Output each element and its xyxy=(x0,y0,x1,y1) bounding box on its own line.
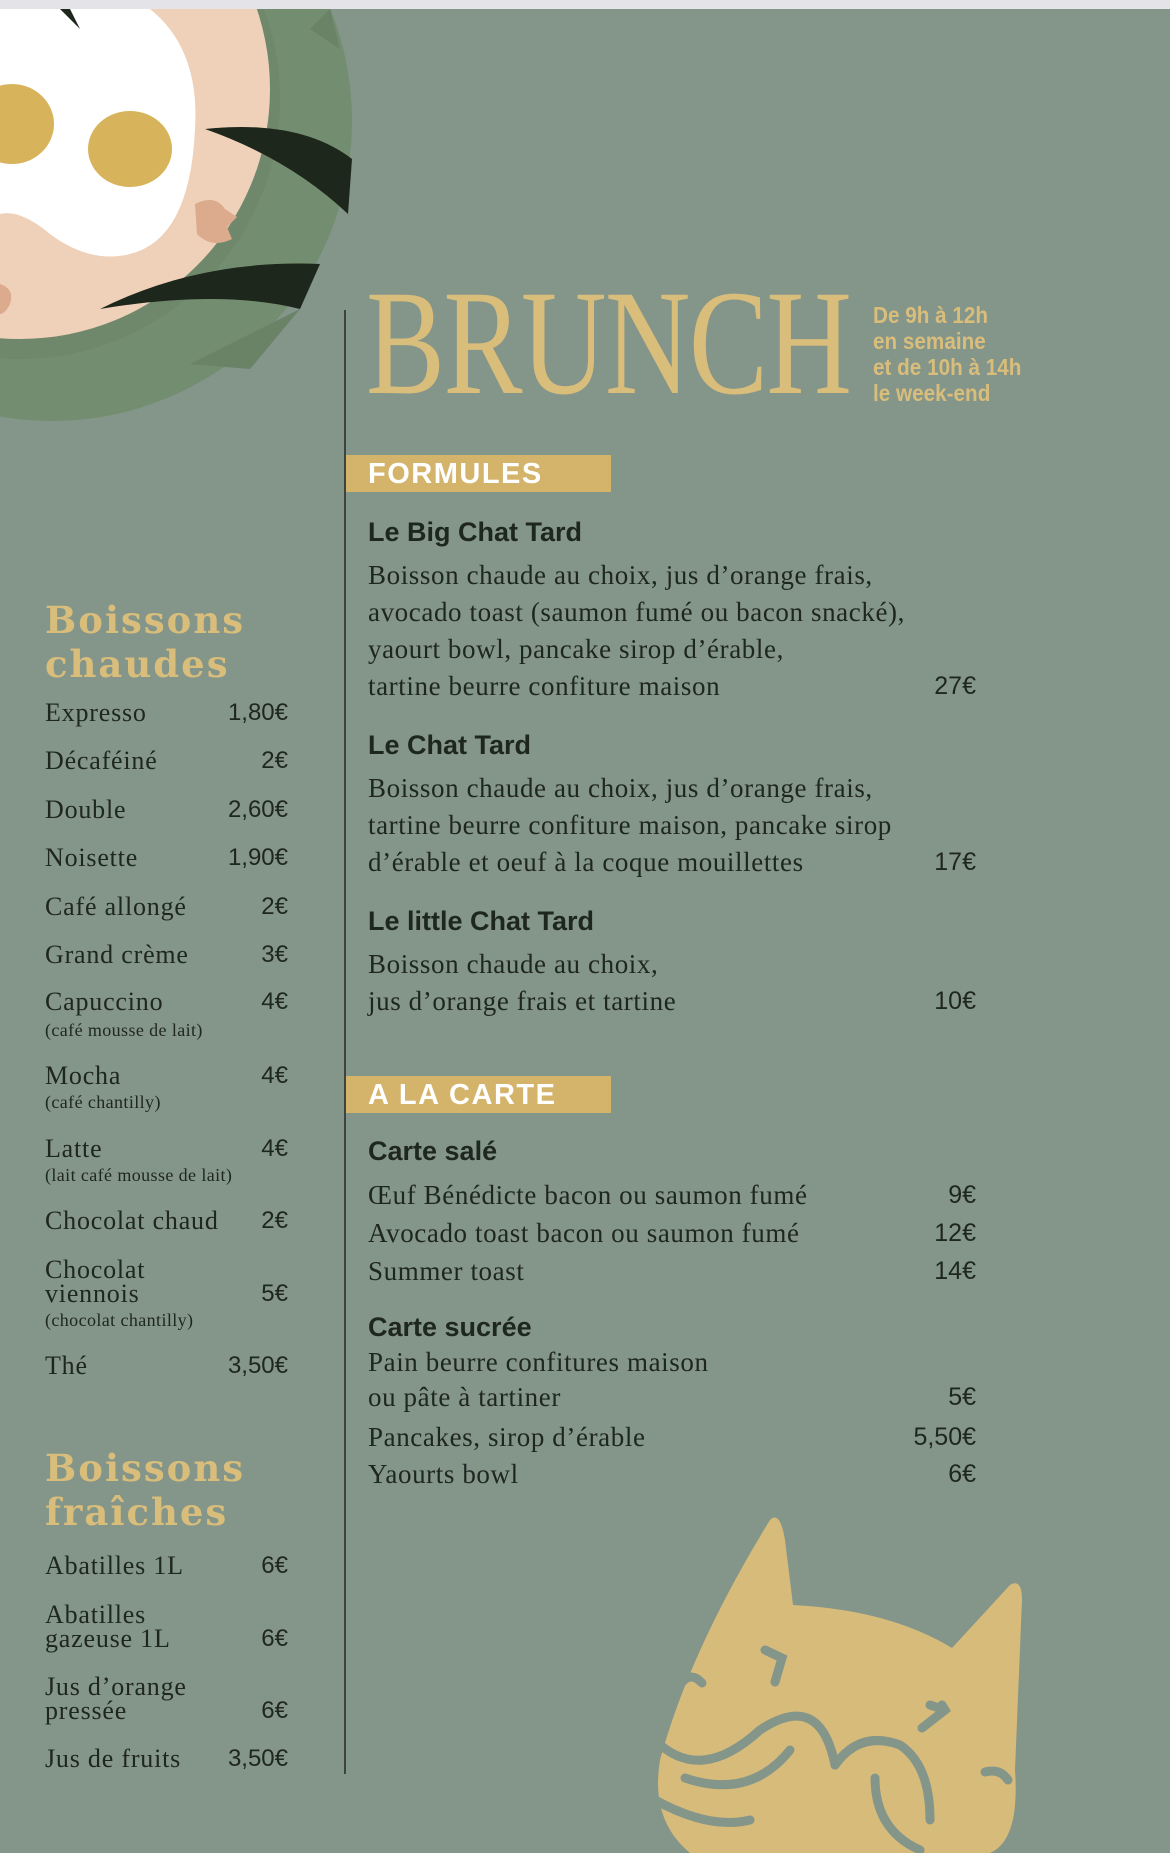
item-name: Pancakes, sirop d’érable xyxy=(368,1422,646,1452)
drink-item xyxy=(45,1061,288,1090)
opening-hours xyxy=(873,302,1021,406)
item-name: Grand crème xyxy=(45,940,189,969)
price: 10€ xyxy=(934,987,976,1015)
drink-item xyxy=(45,1134,288,1163)
formule-line xyxy=(368,557,976,593)
drink-item xyxy=(45,795,288,824)
cat-mascot-icon xyxy=(620,1500,1040,1853)
item-name: Avocado toast bacon ou saumon fumé xyxy=(368,1218,800,1248)
price: 5€ xyxy=(261,1280,288,1307)
hours-line: le week-end xyxy=(873,380,991,406)
item-name: Café allongé xyxy=(45,892,187,921)
item-name: Mocha xyxy=(45,1061,122,1090)
item-note: (chocolat chantilly) xyxy=(45,1310,194,1330)
item-name xyxy=(45,1600,171,1653)
item-name: Thé xyxy=(45,1351,88,1380)
drink-item xyxy=(45,1255,288,1308)
item-name: Abatilles 1L xyxy=(45,1551,184,1580)
name-line: Abatilles xyxy=(45,1600,147,1629)
price: 2€ xyxy=(261,893,288,920)
formule-line xyxy=(368,946,976,982)
name-line: pressée xyxy=(45,1696,128,1725)
title-line: Boissons xyxy=(45,598,246,642)
top-strip xyxy=(0,0,1170,9)
drink-item xyxy=(45,940,288,969)
title-line: chaudes xyxy=(45,642,230,686)
price: 2€ xyxy=(261,1207,288,1234)
price: 4€ xyxy=(261,1135,288,1162)
egg-plate-illustration xyxy=(0,9,360,429)
boissons-chaudes-title xyxy=(45,598,245,686)
item-name: Summer toast xyxy=(368,1256,525,1286)
line-text: tartine beurre confiture maison, pancake sirop xyxy=(368,810,892,840)
formule-title: Le little Chat Tard xyxy=(368,906,595,936)
price: 5,50€ xyxy=(913,1423,976,1451)
formule-line xyxy=(368,668,976,704)
formule-line xyxy=(368,770,976,806)
drink-item xyxy=(45,1744,288,1773)
item-name: Latte xyxy=(45,1134,103,1163)
formule-title: Le Chat Tard xyxy=(368,730,532,760)
item-name: Expresso xyxy=(45,698,147,727)
line-text: jus d’orange frais et tartine xyxy=(368,986,677,1016)
line-text: tartine beurre confiture maison xyxy=(368,671,721,701)
carte-sucree-title: Carte sucrée xyxy=(368,1312,532,1342)
a-la-carte-label: A LA CARTE xyxy=(368,1079,557,1111)
drink-item xyxy=(45,1551,288,1580)
item-name: Pain beurre confitures maison xyxy=(368,1347,709,1377)
formule-line xyxy=(368,807,976,843)
formules-banner xyxy=(346,455,611,492)
name-line: gazeuse 1L xyxy=(45,1624,171,1653)
a-la-carte-banner xyxy=(346,1076,611,1113)
price: 3€ xyxy=(261,941,288,968)
item-name: Double xyxy=(45,795,127,824)
price: 12€ xyxy=(934,1219,976,1247)
drink-item xyxy=(45,1672,288,1725)
name-line: Chocolat xyxy=(45,1255,146,1284)
formules-label: FORMULES xyxy=(368,458,543,490)
title-line: fraîches xyxy=(45,1490,229,1534)
drink-item xyxy=(45,843,288,872)
formule-line xyxy=(368,631,976,667)
menu-item xyxy=(368,1456,976,1492)
price: 17€ xyxy=(934,848,976,876)
boissons-fraiches-title xyxy=(45,1446,245,1534)
name-line: Jus d’orange xyxy=(45,1672,187,1701)
formule-title: Le Big Chat Tard xyxy=(368,517,583,547)
price: 6€ xyxy=(948,1460,976,1488)
page-title: BRUNCH xyxy=(366,260,851,426)
carte-sale-title: Carte salé xyxy=(368,1136,498,1166)
item-name: Chocolat chaud xyxy=(45,1206,219,1235)
item-name: ou pâte à tartiner xyxy=(368,1382,561,1412)
line-text: Boisson chaude au choix, jus d’orange frais, xyxy=(368,560,873,590)
price: 5€ xyxy=(948,1383,976,1411)
item-note: (café mousse de lait) xyxy=(45,1020,203,1040)
line-text: avocado toast (saumon fumé ou bacon snacké), xyxy=(368,597,905,627)
price: 1,90€ xyxy=(227,844,288,871)
menu-item xyxy=(368,1253,976,1289)
title-line: Boissons xyxy=(45,1446,246,1490)
item-name: Jus de fruits xyxy=(45,1744,182,1773)
price: 2€ xyxy=(261,747,288,774)
line-text: Boisson chaude au choix, xyxy=(368,949,659,979)
item-name: Œuf Bénédicte bacon ou saumon fumé xyxy=(368,1180,808,1210)
item-name: Décaféiné xyxy=(45,746,158,775)
drink-item xyxy=(45,1600,288,1653)
price: 3,50€ xyxy=(227,1745,288,1772)
name-line: viennois xyxy=(45,1279,140,1308)
price: 9€ xyxy=(948,1181,976,1209)
price: 14€ xyxy=(934,1257,976,1285)
hours-line: en semaine xyxy=(873,328,986,354)
item-note: (café chantilly) xyxy=(45,1092,161,1112)
line-text: yaourt bowl, pancake sirop d’érable, xyxy=(368,634,784,664)
formule-line xyxy=(368,983,976,1019)
price: 6€ xyxy=(261,1625,288,1652)
formule-line xyxy=(368,594,976,630)
price: 4€ xyxy=(261,1062,288,1089)
item-name: Noisette xyxy=(45,843,139,872)
item-name xyxy=(45,1255,146,1308)
price: 4€ xyxy=(261,988,288,1015)
drink-item xyxy=(45,746,288,775)
line-text: d’érable et oeuf à la coque mouillettes xyxy=(368,847,804,877)
menu-item xyxy=(368,1177,976,1213)
drink-item xyxy=(45,987,288,1016)
item-name xyxy=(45,1672,187,1725)
price: 27€ xyxy=(934,672,976,700)
drink-item xyxy=(45,698,288,727)
item-note: (lait café mousse de lait) xyxy=(45,1165,233,1185)
menu-item xyxy=(368,1215,976,1251)
line-text: Boisson chaude au choix, jus d’orange frais, xyxy=(368,773,873,803)
drink-item xyxy=(45,1351,288,1380)
item-name: Capuccino xyxy=(45,987,164,1016)
price: 1,80€ xyxy=(227,699,288,726)
formule-line xyxy=(368,844,976,880)
item-name: Yaourts bowl xyxy=(368,1459,519,1489)
menu-item xyxy=(368,1344,976,1380)
price: 6€ xyxy=(261,1697,288,1724)
price: 6€ xyxy=(261,1552,288,1579)
price: 2,60€ xyxy=(227,796,288,823)
column-divider xyxy=(344,310,346,1774)
drink-item xyxy=(45,892,288,921)
hours-line: De 9h à 12h xyxy=(873,302,989,328)
menu-item xyxy=(368,1379,976,1415)
hours-line: et de 10h à 14h xyxy=(873,354,1022,380)
drink-item xyxy=(45,1206,288,1235)
price: 3,50€ xyxy=(227,1352,288,1379)
menu-item xyxy=(368,1419,976,1455)
